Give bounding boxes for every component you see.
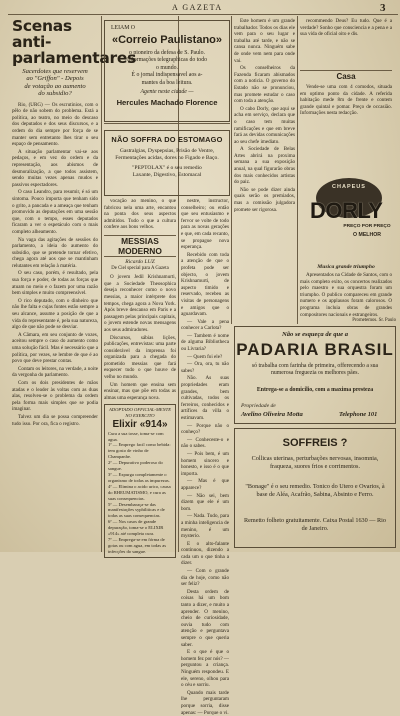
article-paragraph: Não se pode dizer ainda quais serão os premiados, mas a comissão julgadora promete ser rigorosa.: [234, 186, 295, 213]
ad-line: LEIAM O: [111, 25, 135, 31]
article-paragraph: Um homem que ensina sem ensinar, mas que põe em todas as almas uma esperança nova.: [104, 381, 176, 401]
padaria-intro: Não se esqueça de que a: [281, 331, 349, 338]
article-paragraph: Na vaga das agitações de sessões do parlamento, a ideia do aumento do subsídio, que se pretende tornar efetivo, chega agora até aos que se mantinham relutantes em relação à matéria.: [12, 236, 98, 269]
article-paragraph: Quando mais tarde lhe perguntaram porque sorria, disse apenas: — Porque o vi.: [181, 689, 229, 716]
subtitle-line: do subsidio?: [38, 90, 72, 98]
column-4: [234, 18, 295, 322]
dorly-line: PREÇO POR PREÇO: [343, 224, 391, 229]
padaria-title: PADARIA BRASIL: [236, 340, 394, 359]
soffreis-title: SOFFREIS ?: [282, 437, 348, 449]
article-paragraph: Vende-se uma com 4 comodos, situada em optimo ponto da cidade. A referida habitação mede 8m de frente e contem grande quintal e pomar. Preço de occasião. Informações nesta redacção.: [300, 84, 392, 117]
column-2: [104, 198, 176, 552]
article-paragraph: Recebido com toda a atenção de que o profeta pode ser objecto, o jovem Krishnamurti, de aspecto timido e reservado, recebeu as visitas de personagens e amigos que o aguardavam.: [181, 251, 229, 318]
padaria-line: Entrega-se a domicilio, com a maxima presteza: [256, 387, 374, 393]
ad-line: Informações telegraphicas do todo: [127, 57, 207, 63]
dialogue-line: — Quem foi ele?: [187, 353, 223, 360]
dialogue-line: — Tambem é nome de alguma Bibliotheca ou Livraria?: [181, 332, 229, 353]
ad-line: mantes da boa leitura.: [141, 79, 193, 86]
elixir-line: 3ª — Expurga completamente o organismo de todas as impurezas.: [108, 471, 170, 483]
article-paragraph: O seu caso, porém, é resultado, pela sua força e poder, de todas as forças que atuam no meio e o fazem por uma razão bem simples e muito compreensível.: [12, 270, 98, 297]
article-paragraph: O caso Leandro, para resumir, é só um sintoma. Pouco importa que tenham sido o grito, a pancada e a ameaça que tenham promovido as deputações em uma sessão que, com o tempo, esses deputados ficaram a ver o espetáculo com o mais completo alheamento.: [12, 189, 98, 235]
column-rule: [297, 16, 298, 324]
padaria-prop-label: Propriedade de: [241, 403, 276, 409]
dialogue-line: — Ora, ora, tu não sabes?: [181, 361, 229, 374]
dorly-top: CHAPEUS: [332, 184, 366, 190]
title-line: parlamentares: [12, 49, 137, 67]
ad-title: NÃO SOFFRA DO ESTOMAGO: [111, 135, 223, 144]
elixir-line: Cura a sua tosse, toma-se com agua.: [108, 430, 164, 442]
article-paragraph: O jovem Jedil Krishnamurti, que a Sociedade Theosophica deseja reconhecer como o novo messias, a maior intérprete dos tempos, chega agora a Nova York. Após breve descanso em Paris e a passagem pelas principais capitais, o jovem estende novas mensagens aos seus admiradores.: [104, 274, 176, 333]
article-paragraph: A situação parlamentar vai-se aos pedaços, e em vez do ordem e da representação, aos abismos de desmoralização, a que todos assistem, sendo muitas vezes apenas mudos e passivos espectadores.: [12, 148, 98, 188]
ad-padaria-brasil: [234, 326, 396, 424]
dialogue-line: — Pois bem, é um homem sincero e honesto, e isso é o que importa.: [181, 450, 229, 477]
padaria-owner: Avelino Oliveira Motta: [241, 411, 303, 418]
article-paragraph: A Sociedade de Belas Artes abrirá na proxima semana a sua exposição anual, na qual figurarão obras dos mais conhecidos artistas do paiz.: [234, 146, 295, 186]
page-number: 3: [380, 2, 386, 14]
article-paragraph: Com os dois presidentes de mãos atadas e o leader às voltas com as duas alas, resolveu-se o problema da ordem pela forma mais simples que se podia imaginar.: [12, 379, 98, 413]
dialogue-line: — Conheceste-o e não o sabes.: [181, 436, 229, 450]
padaria-line: só trabalha com farinha de primeira, offerecendo a sua numerosa freguezia os melhores pães.: [251, 363, 379, 377]
ad-line: "PEPTOLAX" é o seu remedio: [132, 164, 202, 171]
article-paragraph: Rio, (URG) — Os escrutinios, com o pêlo de não sobem do problema. Está a política, ao teatro, no meio do descaso dos deputados e dos seus discursos, e a ordem do dia sempre por força de se manter sem entretanto lhes tirar o seu espaço de pensamento.: [12, 101, 98, 148]
elixir-line: 5ª — Desembaraça-se das manifestações syphiliticas e de todas as suas consequencias.: [108, 501, 165, 519]
ad-line: Agente neste cidade —: [140, 89, 194, 95]
column-rule: [101, 16, 102, 552]
ad-dorly: [302, 176, 392, 262]
ad-line: Fermentações acidas, dores no Figado e Baço.: [115, 155, 219, 162]
article-paragraph: Contam os leitores, na verdade, a noite da vergonha do parlamento.: [12, 365, 98, 379]
soffreis-line: Remetto folheto gratuitamente. Caixa Postal 1630 — Rio de Janeiro.: [244, 517, 386, 532]
ad-divider: [104, 123, 230, 124]
elixir-line: 4ª — Elimina o acido urico, causa do RHEUMATISMO, e cura as suas consequencias.: [108, 483, 171, 501]
article-paragraph: nestre, instructor, conselheiro; ou então que seu entusiasmo e fervor se volte de todo para as novas gerações e que, em cada recanto, se propague nova esperança.: [181, 198, 229, 251]
ad-line: Gastralgias, Dyspepsias, Prisão de Ventre,: [119, 148, 215, 154]
article-paragraph: Este homem é um grande trabalhador. Todos os dias ele vem para o seu lugar e trabalha até tarde, e não se cansa nunca. Ninguém sabe de onde vem nem para onde vai.: [234, 18, 295, 64]
musica-title: Musica grande triumpho: [317, 264, 375, 270]
elixir-tag: ADOPTADO OFFICIAL-MENTE NO EXERCITO: [108, 407, 172, 419]
soffreis-line: Collicas uterinas, perturbações nervosas, insomnia, fraqueza, suores frios e corrimentos.: [251, 455, 379, 470]
elixir-name: Elixir «914»: [112, 418, 168, 430]
article-paragraph: O rico deputado, com o dinheiro que não lhe falta e cujas fontes estão sempre a seu alcance, assume a posição de que a vida do representante é, pela sua natureza, algo de que não pode se desviar.: [12, 297, 98, 331]
article-paragraph: Discursos, sábias lições, publicações, entrevistas: uma parte considerável da imprensa foi organizada para a chegada do prometido messias que fará esquecer tudo o que houve de velho no mundo.: [104, 334, 176, 381]
messias-author: Ricardo LUZ: [125, 258, 155, 265]
page-header: [0, 2, 400, 14]
dialogue-line: — Nada. Tudo, para a minha inteligencia de menino, é um mysterio.: [181, 513, 229, 540]
column-5-top: [300, 18, 392, 74]
ad-line: o pioneiro da defesa de S. Paulo.: [129, 49, 205, 56]
article-paragraph: Apresentados na Cidade de Santos, com o mais completo exito, os concertos realizados pelo maestro e sua orquestra foram um triumpho. O publico compareceu em grande numero e os applausos foram calorosos. O programa incluia obras de grandes compositores nacionais e estrangeiros.: [300, 272, 392, 318]
casa-title: Casa: [336, 72, 356, 81]
article-paragraph: A Câmara, em seu conjunto de vozes, aceitou sempre o caso do aumento como uma solução fácil. Mas é necessário que a política, por vezes, se lembre de que é ao povo que deve prestar contas.: [12, 331, 98, 365]
article-paragraph: E o que é que o homem fez por nós? — perguntou a criança. Ninguém respondeu. E ele, sereno, olhou para o céu e sorriu.: [181, 649, 229, 689]
ad-soffreis: [234, 428, 396, 548]
elixir-line: 1ª — Emprego facil como bebida: tem gosto de vinho de Champanhe.: [108, 442, 171, 460]
elixir-line: 2ª — Depurativo poderoso do sangue.: [108, 460, 163, 472]
messias-title: MESSIAS MODERNO: [104, 235, 176, 257]
article-paragraph: Os conselheiros da Fazenda ficaram abismados com a noticia. O governo do Estado não se pronunciou, mas promete estudar o caso com toda a atenção.: [234, 65, 295, 105]
musica-signature: Prometemos. Sr. Paulo: [352, 318, 396, 323]
subtitle-line: de votação ao aumento: [24, 82, 86, 90]
dorly-line: O MELHOR: [353, 232, 381, 238]
subtitle-line: Sacerdotes que reservem: [22, 68, 88, 75]
article-paragraph: O cabo Dorly, que aqui se acha em serviço, declara que o caso tem muitas ramificações e que em breve fará as devidas comunicações ao seu chefe imediato.: [234, 105, 295, 145]
ad-line: Laxante, Digestivo, Estomacal: [132, 172, 202, 179]
ad-peptolax: [104, 130, 230, 196]
title-line: Scenas anti-: [12, 17, 72, 51]
dialogue-line: Não. As suas propriedades eram grandes, bem cultivadas, todos os ferreiros, conhecidos e artífices da villa o estimavam.: [181, 375, 229, 421]
section-rule: [300, 70, 392, 71]
subtitle-line: ao "Griffon" - Depois: [26, 75, 84, 83]
header-rule: [8, 14, 398, 15]
elixir-line: 7ª — Emprega-se em fórma de gotas ou com agua, em todas as infecções do sangue.: [108, 536, 167, 554]
article-subtitle: [12, 68, 98, 98]
dialogue-line: — Não sei, bem dizem que ele é um bom.: [181, 492, 229, 512]
ad-agent: Hercules Machado Florence: [116, 97, 218, 107]
dorly-name: DORLY: [310, 198, 383, 223]
messias-intro: De Ciel special para A Gazeta: [111, 265, 169, 271]
dialogue-line: — Mas é que apparece?: [181, 478, 229, 491]
ad-line: É o jornal indispensavel aos a-: [131, 72, 203, 78]
dialogue-line: — Vale a pena conhecer a Carlota?: [181, 318, 229, 332]
elixir-line: 6ª — Nos casos de grande depuração, toma-se o ELIXIR «914» até completa cura.: [108, 519, 164, 537]
ad-elixir: [104, 404, 176, 557]
ad-title: «Correio Paulistano»: [111, 33, 223, 46]
musica-article: [300, 272, 392, 318]
newspaper-name: A GAZETA: [172, 3, 223, 12]
dialogue-line: — Porque não o conheço?: [181, 422, 229, 436]
dialogue-line: — Com o grande dia de hoje, como não ser feliz?: [181, 568, 229, 588]
column-3: [181, 198, 229, 716]
padaria-phone: Telephone 101: [339, 411, 378, 418]
article-paragraph: Desta ordem de coisas há um bom tanto a dizer, e muito a aprender. O menino, cheio de curiosidade, ouvia tudo com atenção e perguntava sempre o que queria saber.: [181, 588, 229, 648]
article-paragraph: vocação ao menino, o que fabricou nela uma arte, encantou na ponta dos seus aspectos admitidos. Tudo o que a cultura confere aos bons velhos.: [104, 198, 176, 231]
article-paragraph: recommendo Deus? Eu tudo. Que é a verdade? Sonho que consciencia e a pena e a sua vida de oficial oito e dis.: [300, 18, 392, 38]
column-rule: [231, 16, 232, 324]
soffreis-line: "Bonage" é o seu remedio. Tonico do Utero e Ovarios, à base de Aléa, Acafrão, Sabina, Absinto e Ferro.: [245, 483, 385, 498]
casa-ad: [300, 84, 392, 170]
ad-correio-paulistano: [104, 20, 230, 122]
dialogue-line: E o alto-falante continuou, dizendo a cada um o que tinha a dizer.: [181, 540, 229, 567]
article-paragraph: Talvez um dia se possa compreender tudo isso. Por ora, fica o registro.: [12, 413, 98, 427]
ad-line: o mundo.: [156, 64, 178, 71]
